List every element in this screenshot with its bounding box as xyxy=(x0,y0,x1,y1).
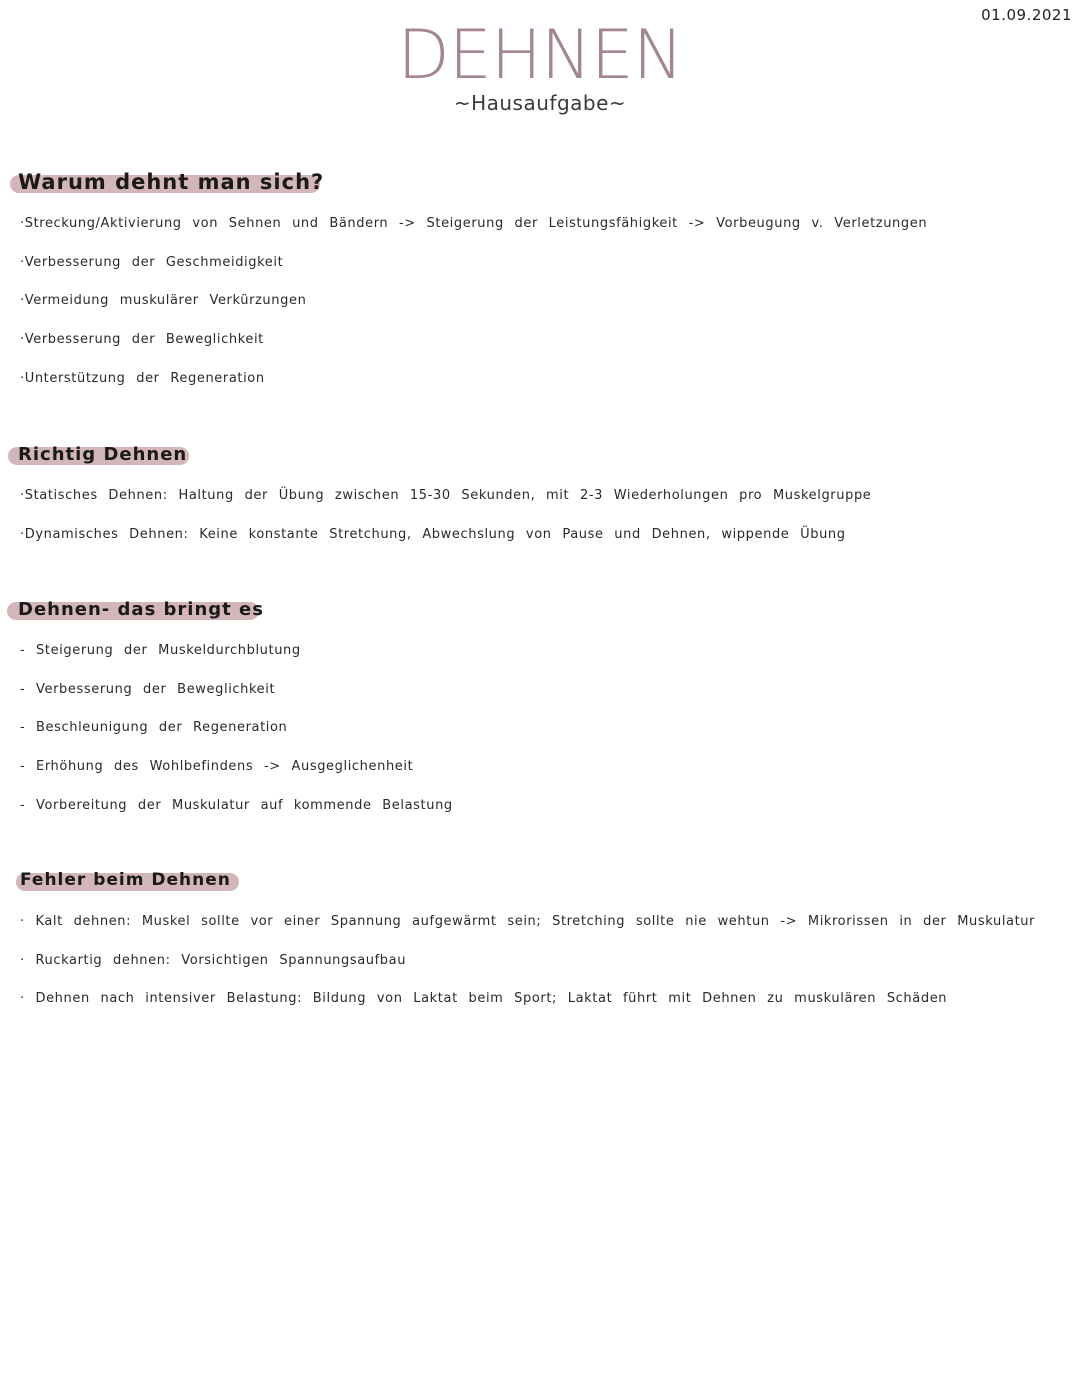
section-heading-text: Warum dehnt man sich? xyxy=(18,170,325,194)
section-bringt xyxy=(0,595,1080,813)
list-item: ·Verbesserung der Beweglichkeit xyxy=(20,332,264,348)
section-heading-text: Fehler beim Dehnen xyxy=(20,870,231,890)
list-item: ·Statisches Dehnen: Haltung der Übung zwischen 15-30 Sekunden, mit 2-3 Wiederholungen pro Muskelgruppe xyxy=(20,488,872,503)
list-item: ·Unterstützung der Regeneration xyxy=(20,370,265,386)
list-item: · Ruckartig dehnen: Vorsichtigen Spannungsaufbau xyxy=(20,952,407,968)
list-item: - Steigerung der Muskeldurchblutung xyxy=(20,643,301,658)
date: 01.09.2021 xyxy=(981,6,1072,24)
list-item: ·Dynamisches Dehnen: Keine konstante Stretchung, Abwechslung von Pause und Dehnen, wippende Übung xyxy=(20,526,846,542)
section-heading-text: Dehnen- das bringt es xyxy=(18,599,264,620)
list-item: - Beschleunigung der Regeneration xyxy=(20,720,288,736)
item-list xyxy=(20,912,1035,1028)
list-item: · Dehnen nach intensiver Belastung: Bildung von Laktat beim Sport; Laktat führt mit Dehnen zu muskulären Schäden xyxy=(20,991,948,1007)
item-list xyxy=(20,641,453,834)
page-title: DEHNEN xyxy=(397,16,683,95)
list-item: ·Streckung/Aktivierung von Sehnen und Bändern -> Steigerung der Leistungsfähigkeit -> Vorbeugung v. Verletzungen xyxy=(20,216,928,231)
section-heading xyxy=(0,866,1080,900)
section-heading xyxy=(0,168,1080,202)
page-subtitle: ~Hausaufgabe~ xyxy=(453,91,627,115)
list-item: ·Vermeidung muskulärer Verkürzungen xyxy=(20,293,307,309)
list-item: - Vorbereitung der Muskulatur auf kommende Belastung xyxy=(20,797,453,813)
list-item: ·Verbesserung der Geschmeidigkeit xyxy=(20,254,284,270)
section-heading-text: Richtig Dehnen xyxy=(18,444,188,465)
list-item: - Erhöhung des Wohlbefindens -> Ausgeglichenheit xyxy=(20,759,414,775)
item-list xyxy=(20,486,871,563)
section-heading xyxy=(0,440,1080,474)
list-item: - Verbesserung der Beweglichkeit xyxy=(20,681,276,697)
section-warum xyxy=(0,168,1080,386)
list-item: · Kalt dehnen: Muskel sollte vor einer Spannung aufgewärmt sein; Stretching sollte nie wehtun -> Mikrorissen in der Muskulatur xyxy=(20,914,1036,929)
section-fehler xyxy=(0,866,1080,1007)
item-list xyxy=(20,214,927,407)
section-heading xyxy=(0,595,1080,629)
section-richtig xyxy=(0,440,1080,542)
